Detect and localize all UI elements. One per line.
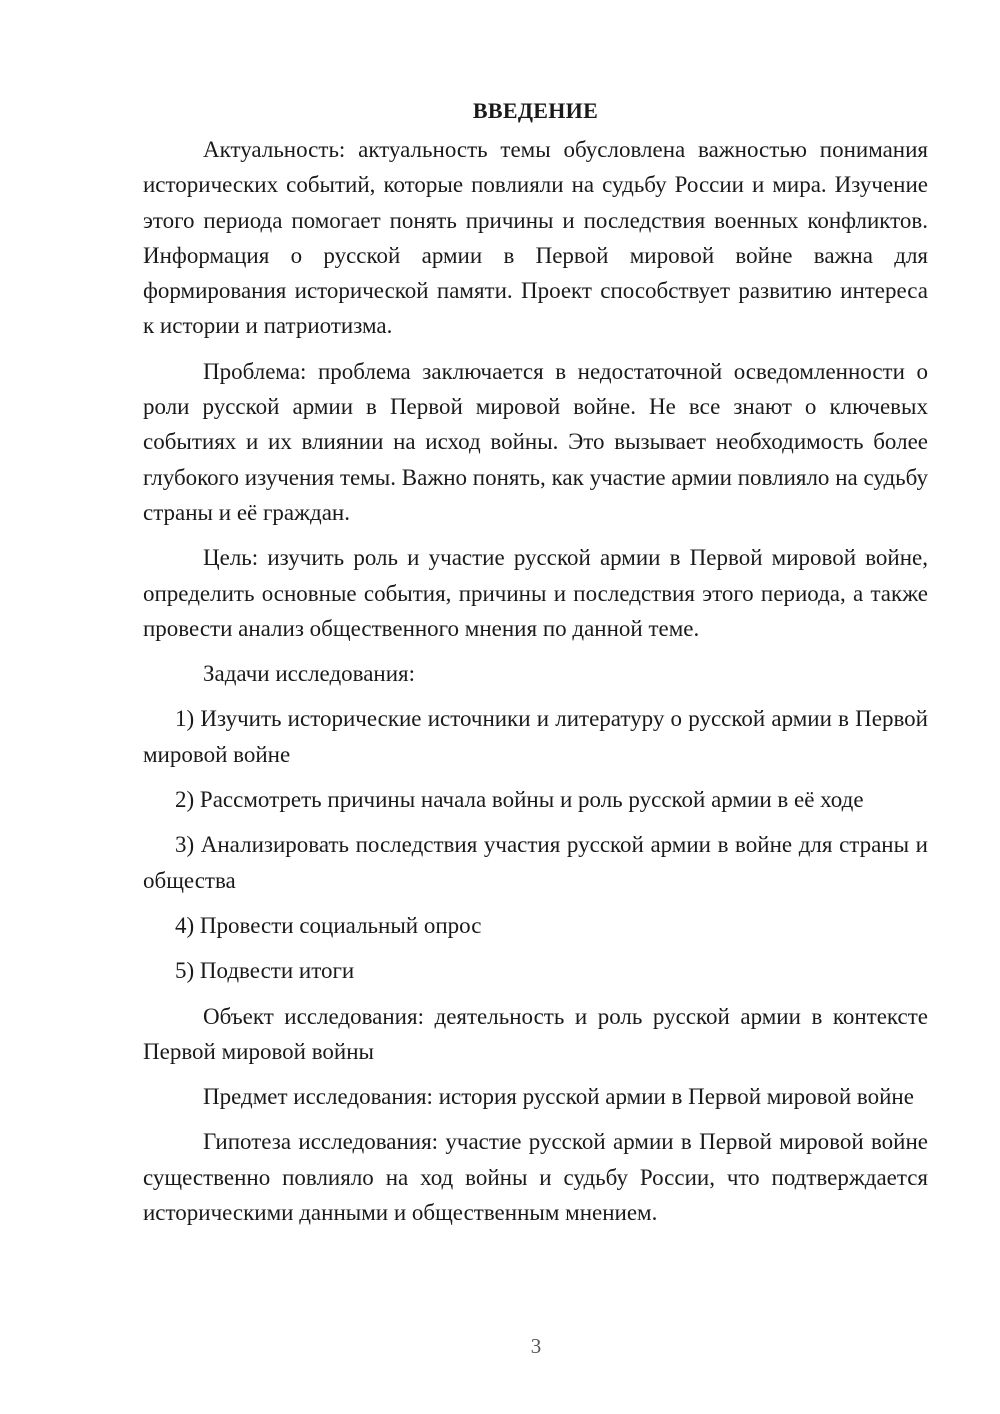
task-item: 1) Изучить исторические источники и литературу о русской армии в Первой мировой войне: [143, 706, 928, 767]
subject-paragraph: Предмет исследования: история русской армии в Первой мировой войне: [203, 1084, 914, 1110]
section-title: ВВЕДЕНИЕ: [472, 98, 599, 123]
problem-paragraph: Проблема: проблема заключается в недостаточной осведомленности о роли русской армии в Первой мировой войне. Не все знают о ключевых событиях и их влиянии на исход войны. Это вызывает необходимость более глубокого изучения темы. Важно понять, как участие армии повлияло на судьбу страны и её граждан.: [143, 358, 928, 525]
relevance-paragraph: Актуальность: актуальность темы обусловлена важностью понимания исторических событий, которые повлияли на судьбу России и мира. Изучение этого периода помогает понять причины и последствия военных конфликтов. Информация о русской армии в Первой мировой войне важна для формирования исторической памяти. Проект способствует развитию интереса к истории и патриотизма.: [143, 137, 928, 339]
object-paragraph: Объект исследования: деятельность и роль русской армии в контексте Первой мировой войны: [143, 1003, 928, 1064]
document-body: [143, 93, 928, 1230]
tasks-heading: Задачи исследования:: [203, 661, 416, 687]
task-item: 5) Подвести итоги: [175, 958, 355, 984]
hypothesis-paragraph: Гипотеза исследования: участие русской армии в Первой мировой войне существенно повлияло на ход войны и судьбу России, что подтверждается историческими данными и общественным мнением.: [143, 1129, 928, 1226]
page-number: 3: [530, 1334, 542, 1358]
task-item: 3) Анализировать последствия участия русской армии в войне для страны и общества: [143, 832, 928, 893]
goal-paragraph: Цель: изучить роль и участие русской армии в Первой мировой войне, определить основные события, причины и последствия этого периода, а также провести анализ общественного мнения по данной теме.: [143, 545, 928, 641]
task-item: 2) Рассмотреть причины начала войны и роль русской армии в её ходе: [175, 787, 864, 813]
task-item: 4) Провести социальный опрос: [175, 912, 482, 938]
